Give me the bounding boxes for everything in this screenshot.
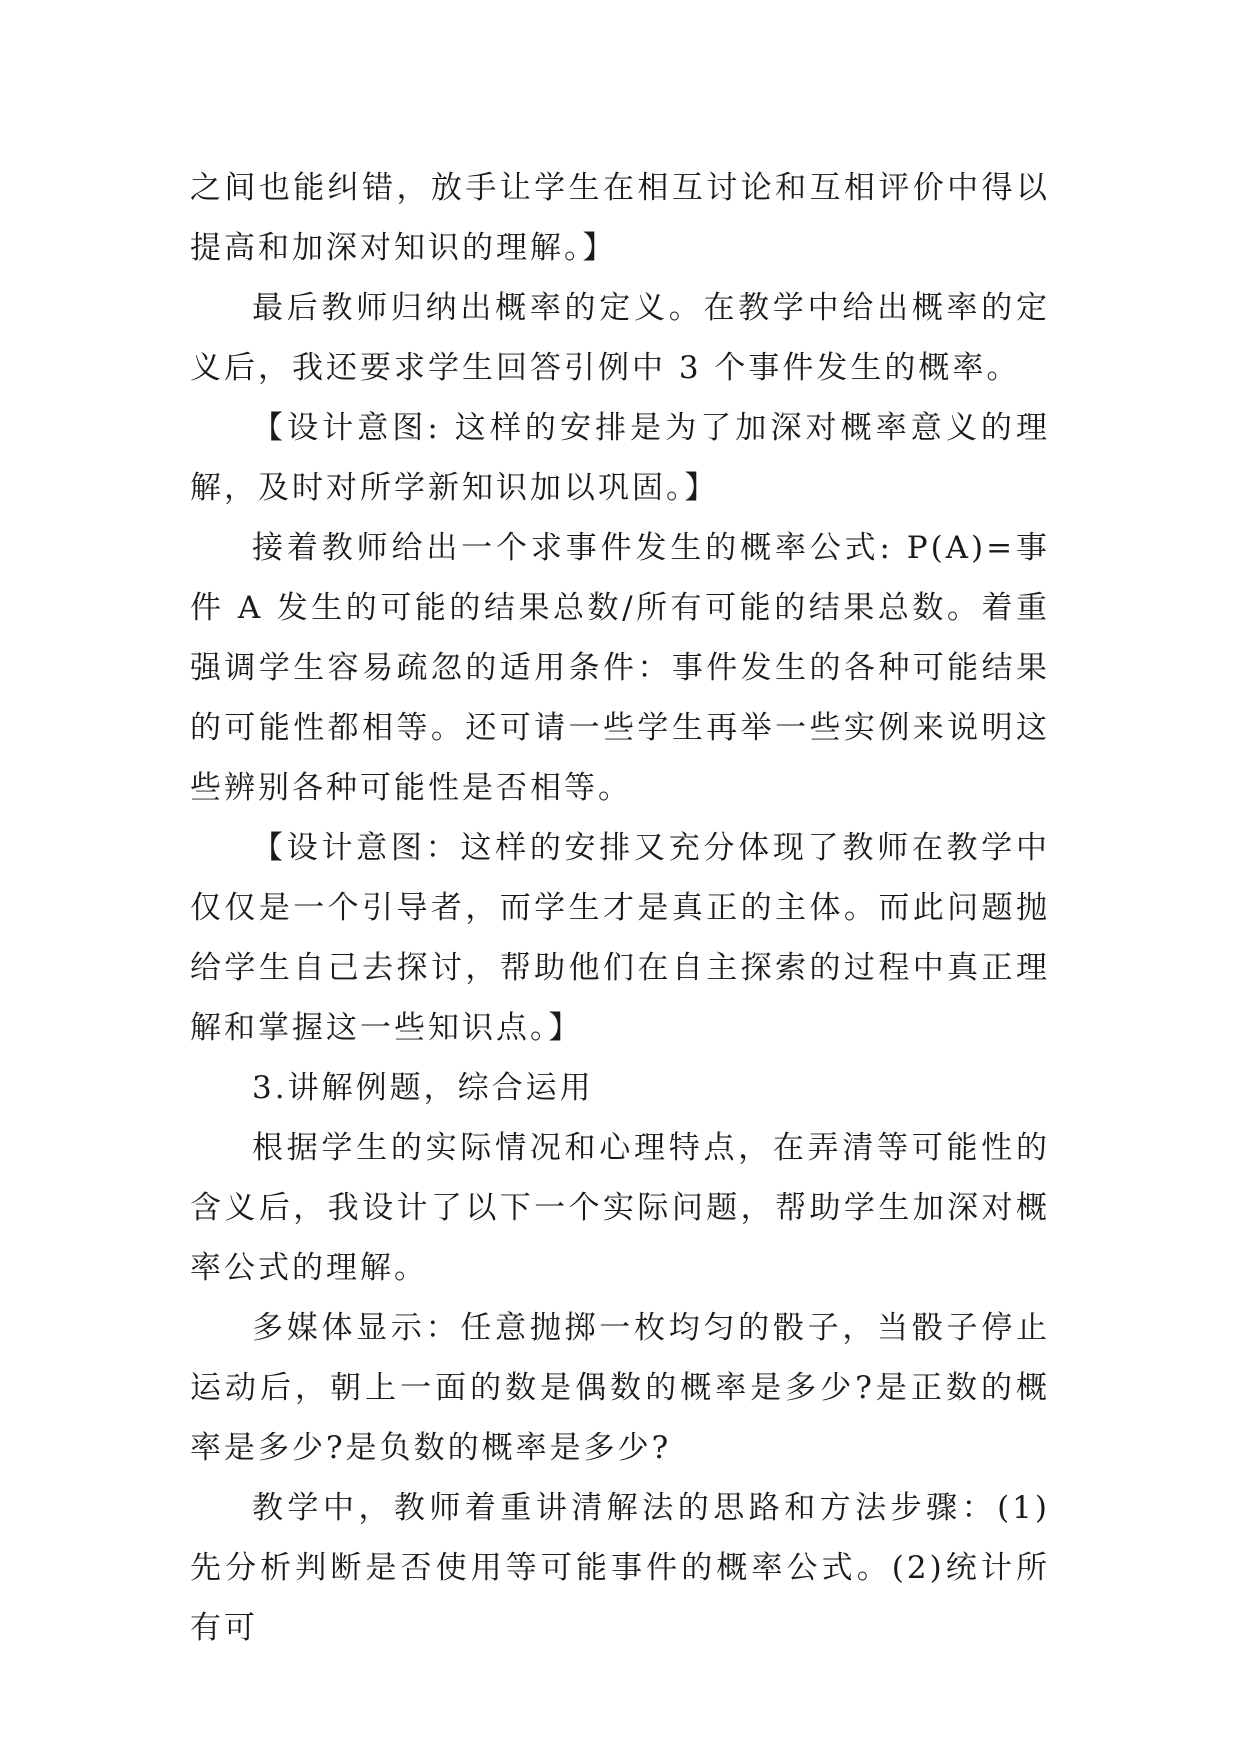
document-body xyxy=(190,158,1050,1658)
paragraph-design-intent-2: 【设计意图：这样的安排又充分体现了教师在教学中仅仅是一个引导者，而学生才是真正的主体。而此问题抛给学生自己去探讨，帮助他们在自主探索的过程中真正理解和掌握这一些知识点。】 xyxy=(190,830,1050,1046)
section-heading-examples: 3.讲解例题，综合运用 xyxy=(252,1070,594,1106)
paragraph-probability-formula: 接着教师给出一个求事件发生的概率公式: P(A)=事件 A 发生的可能的结果总数/所有可能的结果总数。着重强调学生容易疏忽的适用条件：事件发生的各种可能结果的可能性都相等。还可请一些学生再举一些实例来说明这些辨别各种可能性是否相等。 xyxy=(190,530,1050,806)
paragraph-probability-definition: 最后教师归纳出概率的定义。在教学中给出概率的定义后，我还要求学生回答引例中 3 个事件发生的概率。 xyxy=(190,290,1050,386)
paragraph-example-intro: 根据学生的实际情况和心理特点，在弄清等可能性的含义后，我设计了以下一个实际问题，帮助学生加深对概率公式的理解。 xyxy=(190,1130,1050,1286)
paragraph-solution-steps: 教学中，教师着重讲清解法的思路和方法步骤：(1)先分析判断是否使用等可能事件的概率公式。(2)统计所有可 xyxy=(190,1490,1050,1646)
paragraph-design-intent-1: 【设计意图: 这样的安排是为了加深对概率意义的理解，及时对所学新知识加以巩固。】 xyxy=(190,410,1050,506)
paragraph-dice-problem: 多媒体显示：任意抛掷一枚均匀的骰子，当骰子停止运动后，朝上一面的数是偶数的概率是多少?是正数的概率是多少?是负数的概率是多少? xyxy=(190,1310,1050,1466)
paragraph-continuation: 之间也能纠错，放手让学生在相互讨论和互相评价中得以提高和加深对知识的理解。】 xyxy=(190,170,1050,266)
